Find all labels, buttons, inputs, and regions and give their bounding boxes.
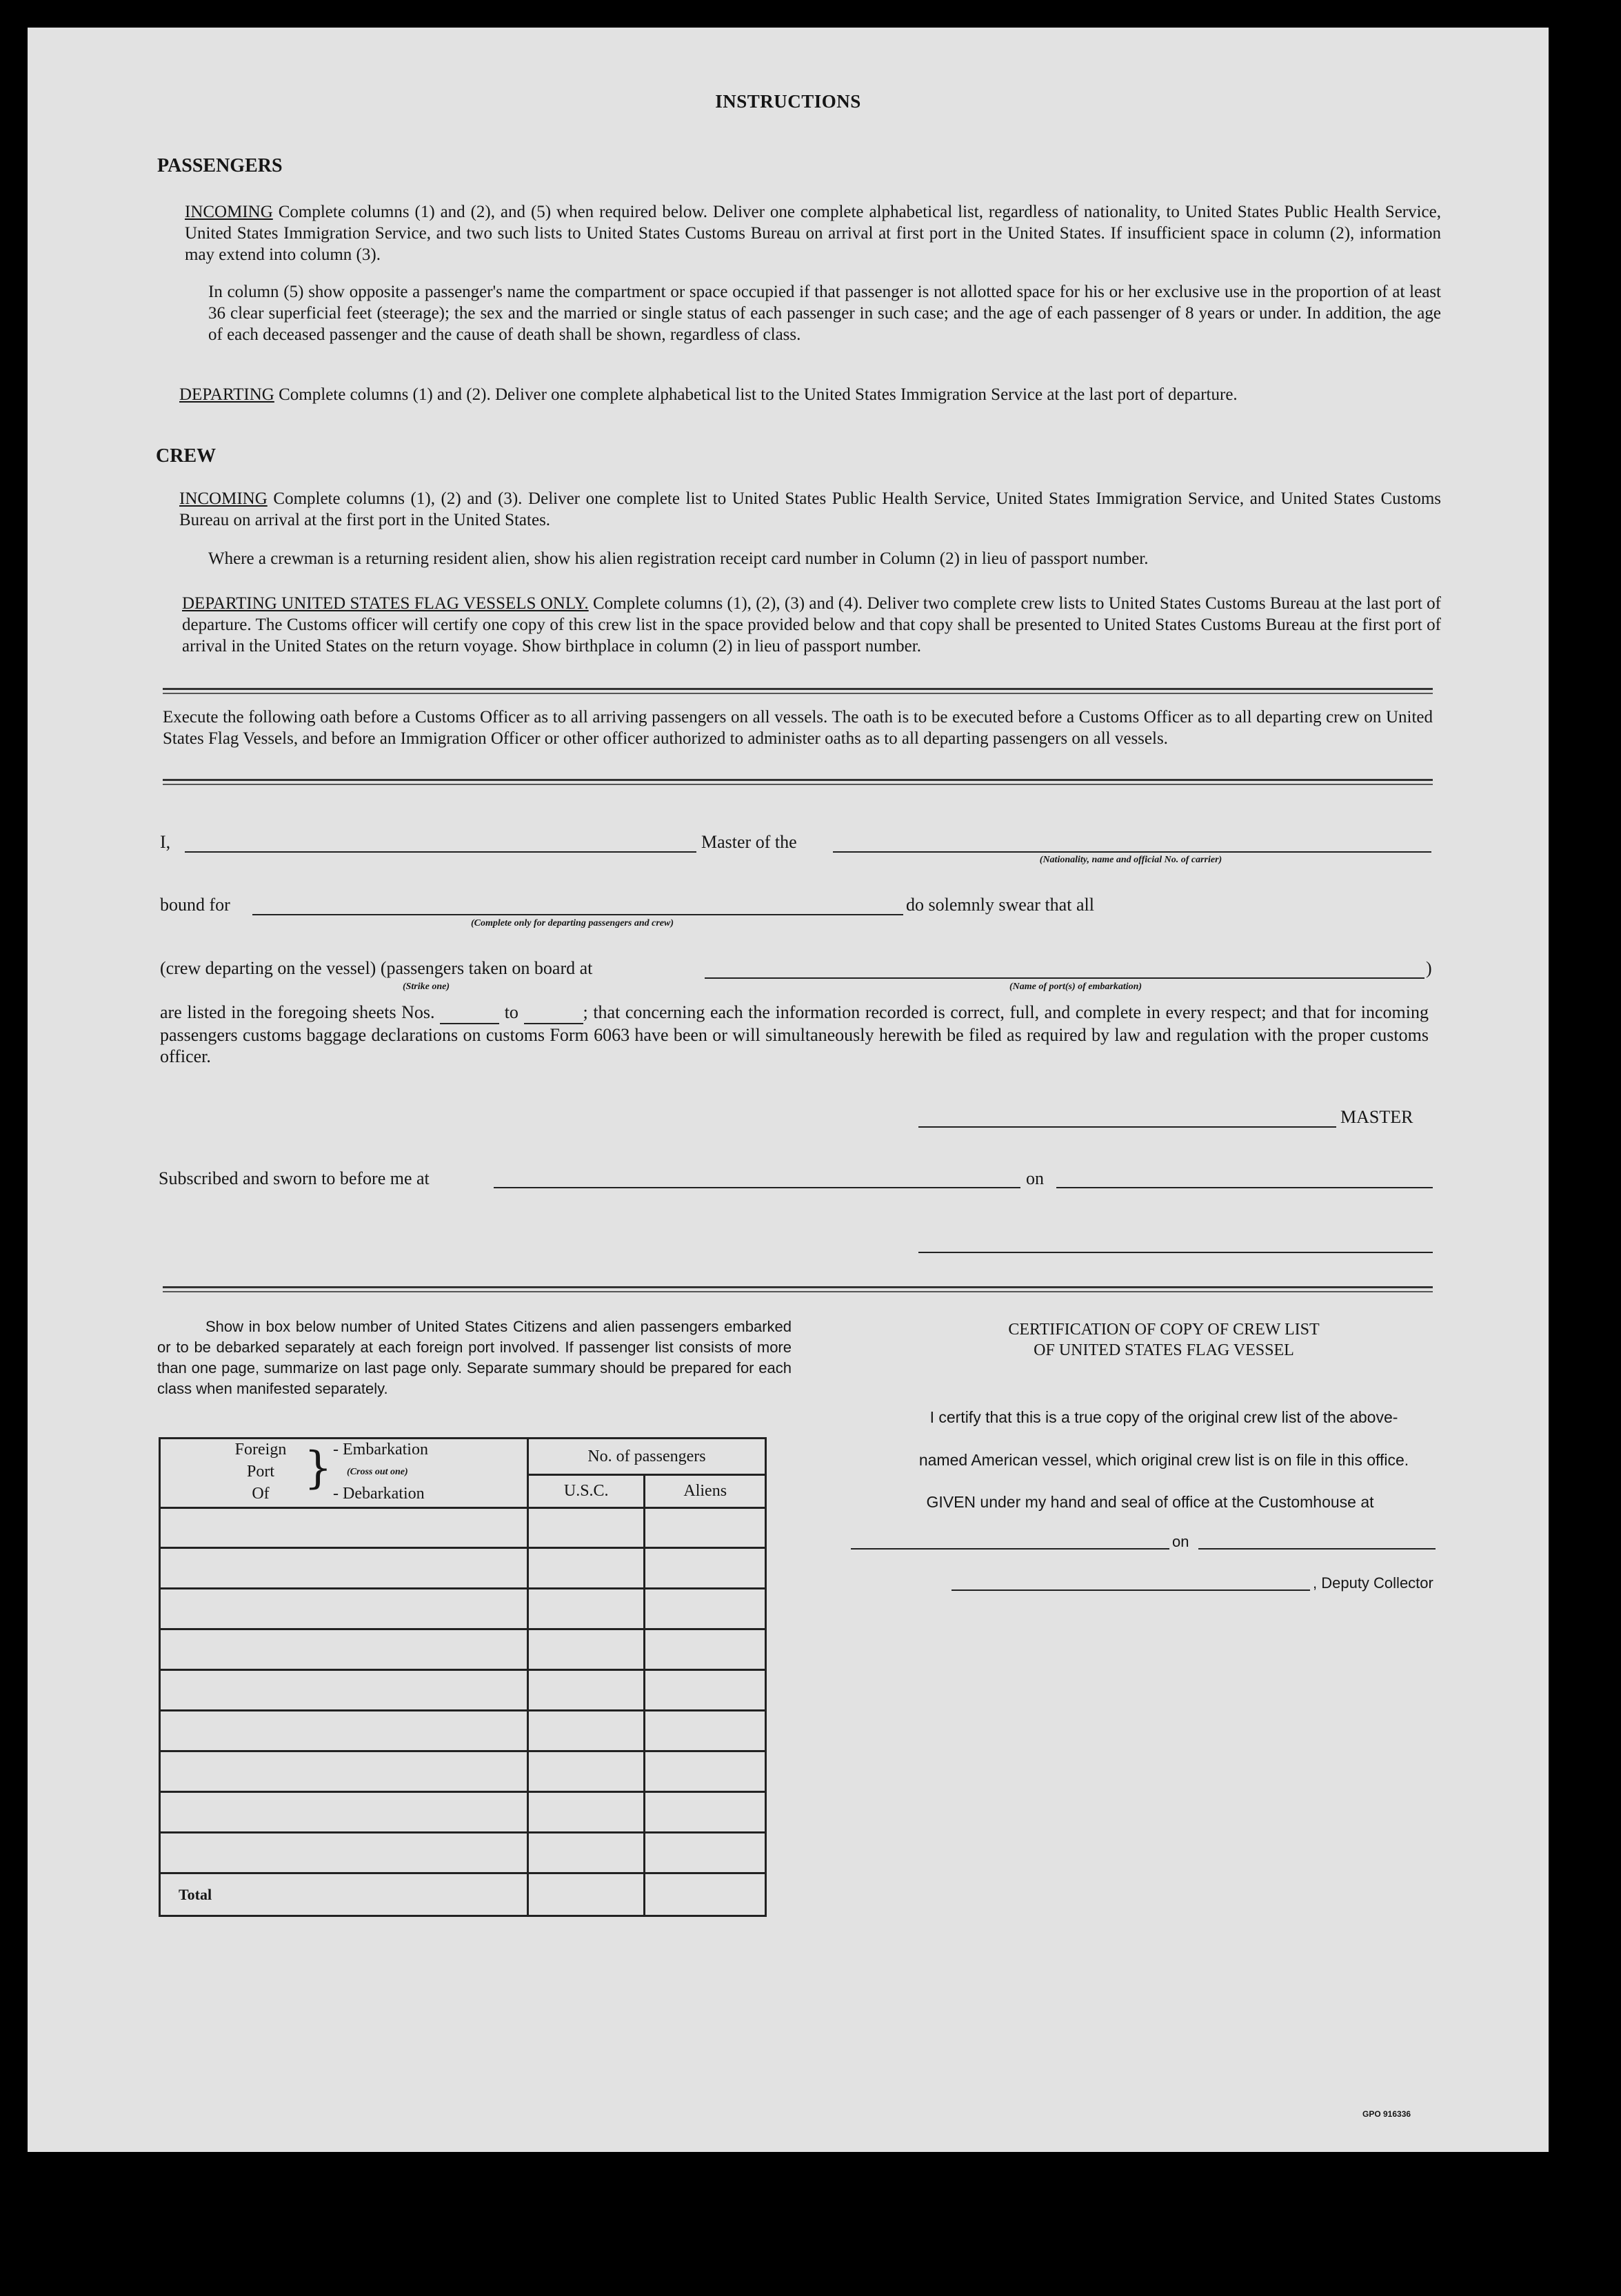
- carrier-field[interactable]: [833, 851, 1431, 853]
- summary-note: Show in box below number of United States Citizens and alien passengers embarked or to be debarked separately at each foreign port involved. If passenger list consists of more than one page, summarize on last page only. Separate summary should be prepared for each class when manifested separately.: [157, 1318, 792, 1397]
- table-row: [160, 1589, 766, 1629]
- usc-cell[interactable]: [527, 1833, 645, 1873]
- table-row: [160, 1670, 766, 1711]
- cert-on-label: on: [1172, 1533, 1189, 1550]
- form-sheet: [28, 28, 1549, 2152]
- table-row: [160, 1833, 766, 1873]
- aliens-cell[interactable]: [645, 1833, 766, 1873]
- port-label: Port: [246, 1463, 274, 1481]
- aliens-cell[interactable]: [645, 1629, 766, 1670]
- usc-cell[interactable]: [527, 1792, 645, 1833]
- certification-title-2: OF UNITED STATES FLAG VESSEL: [1034, 1341, 1294, 1359]
- embarkation-label: - Embarkation: [333, 1441, 428, 1459]
- port-cell[interactable]: [160, 1629, 528, 1670]
- swear-label: do solemnly swear that all: [906, 895, 1094, 915]
- certification-line-2: named American vessel, which original crew list is on file in this office.: [918, 1451, 1409, 1469]
- customhouse-field[interactable]: [851, 1548, 1169, 1550]
- crew-heading: CREW: [156, 445, 217, 467]
- port-cell[interactable]: [160, 1670, 528, 1711]
- usc-cell[interactable]: [527, 1751, 645, 1792]
- of-label: Of: [252, 1485, 270, 1503]
- aliens-cell[interactable]: [645, 1751, 766, 1792]
- table-row: [160, 1629, 766, 1670]
- bound-for-field[interactable]: [252, 914, 903, 915]
- strike-caption: (Strike one): [402, 982, 450, 992]
- table-row: [160, 1711, 766, 1751]
- passengers-incoming-paragraph: [185, 201, 1441, 265]
- passengers-departing-text: Complete columns (1) and (2). Deliver one complete alphabetical list to the United States Immigration Service at the last port of departure.: [274, 385, 1238, 404]
- port-cell[interactable]: [160, 1589, 528, 1629]
- crew-incoming-label: INCOMING: [179, 489, 268, 508]
- embarkation-port-field[interactable]: [705, 977, 1424, 979]
- table-row: [160, 1548, 766, 1589]
- deputy-signature-field[interactable]: [952, 1589, 1310, 1591]
- master-name-field[interactable]: [185, 851, 696, 853]
- subscribed-label: Subscribed and sworn to before me at: [159, 1168, 430, 1188]
- port-cell[interactable]: [160, 1833, 528, 1873]
- crew-departing-label: (crew departing on the vessel) (passengers taken on board at: [160, 958, 593, 978]
- aliens-cell[interactable]: [645, 1508, 766, 1548]
- no-passengers-header: No. of passengers: [527, 1439, 765, 1475]
- port-cell[interactable]: [160, 1548, 528, 1589]
- oath-statement: [160, 1002, 1429, 1067]
- aliens-cell[interactable]: [645, 1711, 766, 1751]
- deputy-collector-label: , Deputy Collector: [1313, 1574, 1433, 1592]
- certification-line-1: I certify that this is a true copy of the original crew list of the above-: [929, 1408, 1398, 1426]
- table-row: [160, 1792, 766, 1833]
- brace-icon: }: [304, 1443, 332, 1494]
- listed-to: to: [504, 1002, 518, 1022]
- port-cell[interactable]: [160, 1508, 528, 1548]
- usc-total-cell[interactable]: [527, 1873, 645, 1916]
- oath-i-label: I,: [160, 832, 171, 852]
- passengers-departing-label: DEPARTING: [179, 385, 274, 404]
- usc-cell[interactable]: [527, 1629, 645, 1670]
- usc-cell[interactable]: [527, 1508, 645, 1548]
- sheet-from-field[interactable]: [440, 1002, 499, 1024]
- aliens-total-cell[interactable]: [645, 1873, 766, 1916]
- crew-incoming-text: Complete columns (1), (2) and (3). Deliver one complete list to United States Public Health Service, United States Immigration Service, and United States Customs Bureau on arrival at the first port in the United States.: [179, 489, 1441, 529]
- divider: [163, 1286, 1433, 1292]
- port-caption: (Name of port(s) of embarkation): [1009, 982, 1142, 992]
- crew-departing-label: DEPARTING UNITED STATES FLAG VESSELS ONLY.: [182, 594, 589, 613]
- crew-incoming-paragraph: [179, 488, 1441, 531]
- passengers-incoming-text: Complete columns (1) and (2), and (5) when required below. Deliver one complete alphabetical list, regardless of nationality, to United States Public Health Service, United States Immigration Service, and two such lists to United States Customs Bureau on arrival at first port in the United States. If insufficient space in column (2), information may extend into column (3).: [185, 203, 1441, 264]
- complete-caption: (Complete only for departing passengers and crew): [471, 918, 674, 928]
- nationality-caption: (Nationality, name and official No. of carrier): [1039, 855, 1222, 865]
- close-paren: ): [1426, 958, 1432, 978]
- certification-line-3: GIVEN under my hand and seal of office at the Customhouse at: [926, 1493, 1374, 1511]
- bound-for-label: bound for: [160, 895, 230, 915]
- crew-departing-text: Complete columns (1), (2), (3) and (4). Deliver two complete crew lists to United States Customs Bureau at the last port of departure. The Customs officer will certify one copy of this crew list in the space provided below and that copy shall be presented to United States Customs Bureau at the first port of arrival in the United States on the return voyage. Show birthplace in column (2) in lieu of passport number.: [182, 594, 1441, 656]
- passengers-heading: PASSENGERS: [157, 155, 283, 176]
- total-label: Total: [160, 1873, 528, 1916]
- usc-header: U.S.C.: [527, 1474, 645, 1507]
- cert-date-field[interactable]: [1198, 1548, 1436, 1550]
- oath-instruction: Execute the following oath before a Customs Officer as to all arriving passengers on all vessels. The oath is to be executed before a Customs Officer as to all departing crew on United States Flag Vessels, and before an Immigration Officer or other officer authorized to administer oaths as to all departing passengers on all vessels.: [163, 708, 1433, 748]
- sworn-date-field[interactable]: [1056, 1187, 1433, 1188]
- aliens-header: Aliens: [645, 1474, 766, 1507]
- passengers-incoming-column5: In column (5) show opposite a passenger's name the compartment or space occupied if that passenger is not allotted space for his or her exclusive use in the proportion of at least 36 clear superficial feet (steerage); the sex and the married or single status of each passenger in such case; and the age of each passenger of 8 years or under. In addition, the age of each deceased passenger and the cause of death shall be shown, regardless of class.: [208, 283, 1441, 344]
- port-cell[interactable]: [160, 1792, 528, 1833]
- passenger-summary-table: [159, 1437, 767, 1917]
- aliens-cell[interactable]: [645, 1548, 766, 1589]
- master-signature-field[interactable]: [918, 1126, 1336, 1128]
- passengers-departing-paragraph: [179, 384, 1441, 405]
- gpo-code: GPO 916336: [1362, 2109, 1411, 2119]
- usc-cell[interactable]: [527, 1589, 645, 1629]
- passengers-incoming-label: INCOMING: [185, 203, 273, 221]
- sworn-place-field[interactable]: [494, 1187, 1020, 1188]
- port-cell[interactable]: [160, 1751, 528, 1792]
- cross-out-label: (Cross out one): [347, 1467, 408, 1477]
- crew-departing-paragraph: [182, 593, 1441, 657]
- sworn-on-label: on: [1026, 1168, 1044, 1188]
- sheet-to-field[interactable]: [524, 1002, 583, 1024]
- master-label: MASTER: [1340, 1107, 1413, 1127]
- aliens-cell[interactable]: [645, 1670, 766, 1711]
- divider: [163, 779, 1433, 785]
- table-row: [160, 1751, 766, 1792]
- usc-cell[interactable]: [527, 1670, 645, 1711]
- aliens-cell[interactable]: [645, 1792, 766, 1833]
- page-title: INSTRUCTIONS: [715, 91, 861, 112]
- master-of-label: Master of the: [701, 832, 797, 852]
- total-row: [160, 1873, 766, 1916]
- usc-cell[interactable]: [527, 1711, 645, 1751]
- port-header-cell: [160, 1439, 528, 1508]
- debarkation-label: - Debarkation: [333, 1485, 425, 1503]
- table-row: [160, 1508, 766, 1548]
- officer-signature-field[interactable]: [918, 1252, 1433, 1253]
- certification-title-1: CERTIFICATION OF COPY OF CREW LIST: [1008, 1321, 1320, 1339]
- foreign-label: Foreign: [234, 1441, 287, 1459]
- divider: [163, 688, 1433, 694]
- aliens-cell[interactable]: [645, 1589, 766, 1629]
- listed-text-a: are listed in the foregoing sheets Nos.: [160, 1002, 435, 1022]
- port-cell[interactable]: [160, 1711, 528, 1751]
- usc-cell[interactable]: [527, 1548, 645, 1589]
- listed-text-b: ; that concerning each the information recorded is correct, full, and complete in every respect; and that for incoming passengers customs baggage declarations on customs Form 6063 have been or will simultaneously herewith be filed as required by law and regulation with the proper customs officer.: [160, 1002, 1429, 1066]
- crew-incoming-note: Where a crewman is a returning resident alien, show his alien registration receipt card number in Column (2) in lieu of passport number.: [208, 549, 1149, 568]
